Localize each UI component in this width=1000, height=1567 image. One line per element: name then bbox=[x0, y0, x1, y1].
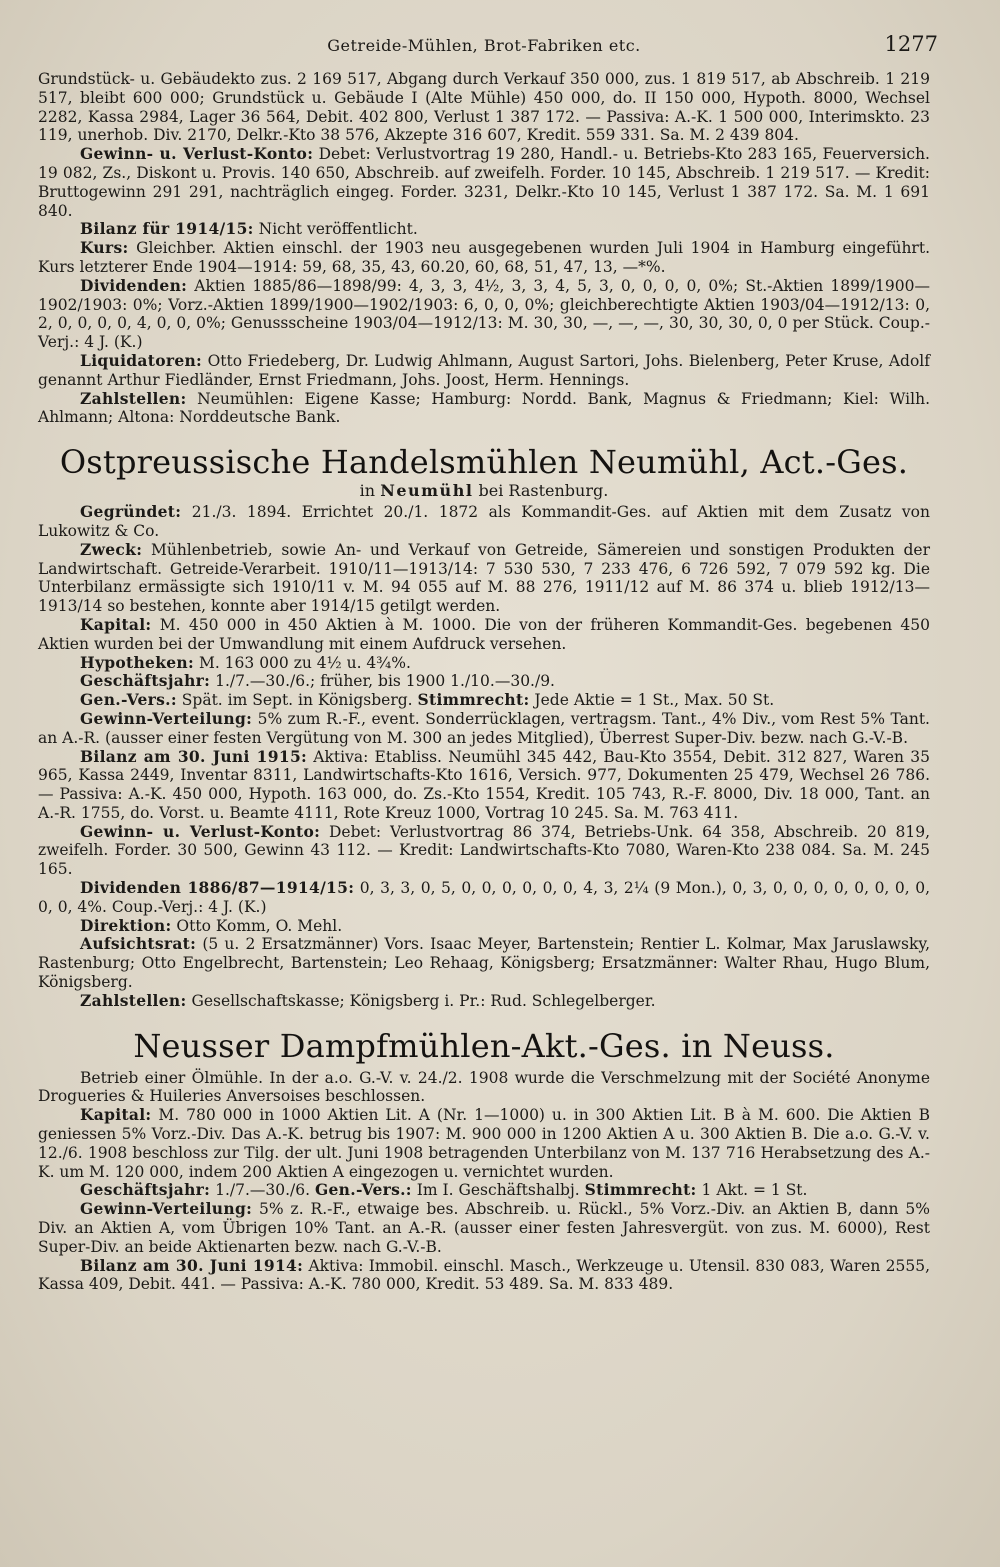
entry-text: Aktiva: Etabliss. Neumühl 345 442, Bau-Kto 3554, Debit. 312 827, Waren 35 965, Kassa 2449, Inventar 8311, Landwirtschafts-Kto 1616, Versich. 977, Dokumenten 25 479, Wechsel 26 786. — Passiva: A.-K. 450 000, Hypoth. 163 000, do. Zs.-Kto 1554, Kredit. 105 743, R.-F. 8000, Div. 18 000, Tant. an A.-R. 1755, do. Vorst. u. Beamte 4111, Rote Kreuz 1000, Vortrag 10 245. Sa. M. 763 411. bbox=[38, 747, 930, 822]
company-title: Neusser Dampfmühlen-Akt.-Ges. in Neuss. bbox=[133, 1026, 835, 1065]
entry-label: Gegründet: bbox=[80, 502, 182, 522]
entry-text: Otto Friedeberg, Dr. Ludwig Ahlmann, August Sartori, Johs. Bielenberg, Peter Kruse, Adolf genannt Arthur Fiedländer, Ernst Friedmann, Johs. Joost, Herm. Hennings. bbox=[38, 351, 930, 389]
paying-agents-entry bbox=[38, 390, 930, 428]
entry-label: Gen.-Vers.: bbox=[314, 1180, 412, 1200]
entry-text: Im I. Geschäftshalbj. bbox=[416, 1181, 580, 1200]
entry-text: 5% z. R.-F., etwaige bes. Abschreib. u. Rückl., 5% Vorz.-Div. an Aktien B, dann 5% Div. an Aktien A, vom Übrigen 10% Tant. an A.-R. (ausser einer festen Jahresvergüt. von zus. M. 6000), Rest Super-Div. an beide Aktienarten bezw. nach G.-V.-B. bbox=[38, 1200, 930, 1256]
location-prefix: in bbox=[359, 481, 376, 501]
entry-text: Jede Aktie = 1 St., Max. 50 St. bbox=[534, 691, 775, 710]
entry-label: Aufsichtsrat: bbox=[80, 934, 197, 954]
profit-loss-entry bbox=[38, 145, 930, 220]
entry-text: Debet: Verlustvortrag 19 280, Handl.- u. Betriebs-Kto 283 165, Feuerversich. 19 082, Zs., Diskont u. Provis. 140 650, Abschreib. auf zweifelh. Forder. 10 145, Abschreib. 1 219 517. — Kredit: Bruttogewinn 291 291, nachträglich eingeg. Forder. 3231, Delkr.-Kto 10 145, Verlust 1 387 172. Sa. M. 1 691 840. bbox=[38, 145, 930, 220]
dividends-entry bbox=[38, 277, 930, 352]
price-entry bbox=[38, 239, 930, 277]
fiscal-year-entry bbox=[38, 1181, 930, 1200]
profit-distribution-entry bbox=[38, 710, 930, 748]
entry-text: Debet: Verlustvortrag 86 374, Betriebs-Unk. 64 358, Abschreib. 20 819, zweifelh. Forder. 30 500, Gewinn 43 112. — Kredit: Landwirtschafts-Kto 7080, Waren-Kto 238 084. Sa. M. 245 165. bbox=[38, 822, 931, 879]
entry-label: Dividenden 1886/87—1914/15: bbox=[80, 878, 355, 898]
entry-label: Bilanz am 30. Juni 1915: bbox=[80, 746, 308, 766]
entry-text: 1./7.—30./6.; früher, bis 1900 1./10.—30./9. bbox=[215, 672, 555, 691]
paying-agents-entry bbox=[38, 992, 930, 1011]
entry-text: 1 Akt. = 1 St. bbox=[701, 1181, 808, 1200]
entry-label: Dividenden: bbox=[80, 275, 188, 295]
balance-entry bbox=[38, 1257, 930, 1295]
balance-entry bbox=[38, 220, 930, 239]
entry-label: Gewinn-Verteilung: bbox=[80, 708, 253, 728]
entry-label: Stimmrecht: bbox=[417, 690, 530, 710]
entry-text: M. 163 000 zu 4½ u. 4¾%. bbox=[198, 653, 411, 672]
dividends-entry bbox=[38, 879, 930, 917]
entry-text: Nicht veröffentlicht. bbox=[258, 220, 418, 239]
entry-text: Gesellschaftskasse; Königsberg i. Pr.: Rud. Schlegelberger. bbox=[191, 991, 656, 1010]
entry-label: Zahlstellen: bbox=[80, 388, 187, 408]
entry-label: Kapital: bbox=[80, 614, 152, 634]
business-entry: Betrieb einer Ölmühle. In der a.o. G.-V. v. 24./2. 1908 wurde die Verschmelzung mit der Société Anonyme Drogueries & Huileries Anversoises beschlossen. bbox=[38, 1068, 930, 1106]
page-header bbox=[38, 30, 938, 70]
entry-text: Otto Komm, O. Mehl. bbox=[176, 916, 343, 935]
entry-text: 21./3. 1894. Errichtet 20./1. 1872 als Kommandit-Ges. auf Aktien mit dem Zusatz von Lukowitz & Co. bbox=[38, 503, 930, 540]
supervisory-board-entry bbox=[38, 935, 930, 991]
entry-text: 0, 3, 3, 0, 5, 0, 0, 0, 0, 0, 0, 4, 3, 2¼ (9 Mon.), 0, 3, 0, 0, 0, 0, 0, 0, 0, 0, 0, 0, 4%. Coup.-Verj.: 4 J. (K.) bbox=[38, 879, 930, 916]
entry-label: Bilanz für 1914/15: bbox=[80, 219, 254, 239]
entry-label: Gewinn- u. Verlust-Konto: bbox=[80, 821, 321, 841]
entry-label: Hypotheken: bbox=[80, 652, 195, 672]
entry-text: Gleichber. Aktien einschl. der 1903 neu ausgegebenen wurden Juli 1904 in Hamburg eingeführt. Kurs letzterer Ende 1904—1914: 59, 68, 35, 43, 60.20, 60, 68, 51, 47, 13, —*%. bbox=[38, 239, 930, 276]
mortgages-entry bbox=[38, 654, 930, 673]
company-title: Ostpreussische Handelsmühlen Neumühl, Act.-Ges. bbox=[59, 443, 909, 482]
page-number: 1277 bbox=[884, 32, 938, 56]
entry-label: Zweck: bbox=[80, 539, 143, 559]
entry-text: Neumühlen: Eigene Kasse; Hamburg: Nordd. Bank, Magnus & Friedmann; Kiel: Wilh. Ahlmann; Altona: Norddeutsche Bank. bbox=[38, 389, 930, 427]
entry-text: Spät. im Sept. in Königsberg. bbox=[181, 691, 413, 710]
entry-label: Bilanz am 30. Juni 1914: bbox=[80, 1255, 304, 1275]
management-entry bbox=[38, 917, 930, 936]
entry-label: Zahlstellen: bbox=[80, 990, 187, 1010]
entry-label: Liquidatoren: bbox=[80, 350, 203, 370]
running-title: Getreide-Mühlen, Brot-Fabriken etc. bbox=[327, 36, 641, 55]
balance-continuation: Grundstück- u. Gebäudekto zus. 2 169 517, Abgang durch Verkauf 350 000, zus. 1 819 517, ab Abschreib. 1 219 517, bleibt 600 000; Grundstück u. Gebäude I (Alte Mühle) 450 000, do. II 150 000, Hypoth. 8000, Wechsel 2282, Kassa 2984, Lager 36 564, Debit. 402 800, Verlust 1 387 172. — Passiva: A.-K. 1 500 000, Interimskto. 23 119, unerhob. Div. 2170, Delkr.-Kto 38 576, Akzepte 316 607, Kredit. 559 331. Sa. M. 2 439 804. bbox=[38, 70, 930, 145]
entry-label: Gewinn-Verteilung: bbox=[80, 1199, 253, 1219]
entry-text: 1./7.—30./6. bbox=[215, 1181, 311, 1200]
capital-entry bbox=[38, 616, 930, 654]
entry-text: M. 450 000 in 450 Aktien à M. 1000. Die von der früheren Kommandit-Ges. begebenen 450 Aktien wurden bei der Umwandlung mit einem Aufdruck versehen. bbox=[38, 615, 930, 653]
company-location bbox=[38, 481, 930, 501]
fiscal-year-entry bbox=[38, 672, 930, 691]
entry-label: Direktion: bbox=[80, 915, 172, 935]
entry-label: Kapital: bbox=[80, 1105, 152, 1125]
entry-label: Stimmrecht: bbox=[584, 1180, 697, 1200]
balance-entry bbox=[38, 748, 930, 823]
entry-label: Geschäftsjahr: bbox=[80, 1180, 211, 1200]
profit-distribution-entry bbox=[38, 1200, 930, 1256]
entry-text: Mühlenbetrieb, sowie An- und Verkauf von Getreide, Sämereien und sonstigen Produkten der Landwirtschaft. Getreide-Verarbeit. 1910/11—1913/14: 7 530 530, 7 233 476, 6 726 592, 7 079 592 kg. Die Unterbilanz ermässigte sich 1910/11 v. M. 94 055 auf M. 88 276, 1911/12 auf M. 86 374 u. blieb 1912/13—1913/14 so bestehen, konnte aber 1914/15 getilgt werden. bbox=[38, 540, 930, 616]
liquidators-entry bbox=[38, 352, 930, 390]
founded-entry bbox=[38, 503, 930, 541]
capital-entry bbox=[38, 1106, 930, 1181]
entry-label: Gen.-Vers.: bbox=[80, 690, 177, 710]
entry-text: Aktien 1885/86—1898/99: 4, 3, 3, 4½, 3, 3, 4, 5, 3, 0, 0, 0, 0, 0%; St.-Aktien 1899/1900—1902/1903: 0%; Vorz.-Aktien 1899/1900—1902/1903: 6, 0, 0, 0%; gleichberechtigte Aktien 1903/04—1912/13: 0, 2, 0, 0, 0, 0, 4, 0, 0, 0%; Genussscheine 1903/04—1912/13: M. 30, 30, —, —, —, 30, 30, 30, 0, 0 per Stück. Coup.-Verj.: 4 J. (K.) bbox=[38, 276, 930, 352]
entry-text: M. 780 000 in 1000 Aktien Lit. A (Nr. 1—1000) u. in 300 Aktien Lit. B à M. 600. Die Aktien B geniessen 5% Vorz.-Div. Das A.-K. betrug bis 1907: M. 900 000 in 1200 Aktien A u. 300 Aktien B. Die a.o. G.-V. v. 12./6. 1908 beschloss zur Tilg. der ult. Juni 1908 betragenden Unterbilanz von M. 137 716 Herabsetzung des A.-K. um M. 120 000, indem 200 Aktien A eingezogen u. vernichtet wurden. bbox=[38, 1106, 930, 1181]
entry-label: Geschäftsjahr: bbox=[80, 671, 211, 691]
entry-label: Gewinn- u. Verlust-Konto: bbox=[80, 144, 314, 164]
location-suffix: bei Rastenburg. bbox=[478, 481, 609, 501]
entry-label: Kurs: bbox=[80, 238, 129, 258]
purpose-entry bbox=[38, 541, 930, 616]
entry-text: (5 u. 2 Ersatzmänner) Vors. Isaac Meyer, Bartenstein; Rentier L. Kolmar, Max Jaruslawsky, Rastenburg; Otto Engelbrecht, Bartenstein; Leo Rehaag, Königsberg; Ersatzmänner: Walter Rhau, Hugo Blum, Königsberg. bbox=[38, 935, 930, 992]
location-place: Neumühl bbox=[380, 481, 474, 501]
general-meeting-entry bbox=[38, 691, 930, 710]
profit-loss-entry bbox=[38, 823, 930, 879]
entry-text: 5% zum R.-F., event. Sonderrücklagen, vertragsm. Tant., 4% Div., vom Rest 5% Tant. an A.-R. (ausser einer festen Vergütung von M. 300 an jedes Mitglied), Überrest Super-Div. bezw. nach G.-V.-B. bbox=[38, 709, 930, 747]
entry-text: Aktiva: Immobil. einschl. Masch., Werkzeuge u. Utensil. 830 083, Waren 2555, Kassa 409, Debit. 441. — Passiva: A.-K. 780 000, Kredit. 53 489. Sa. M. 833 489. bbox=[38, 1256, 930, 1294]
